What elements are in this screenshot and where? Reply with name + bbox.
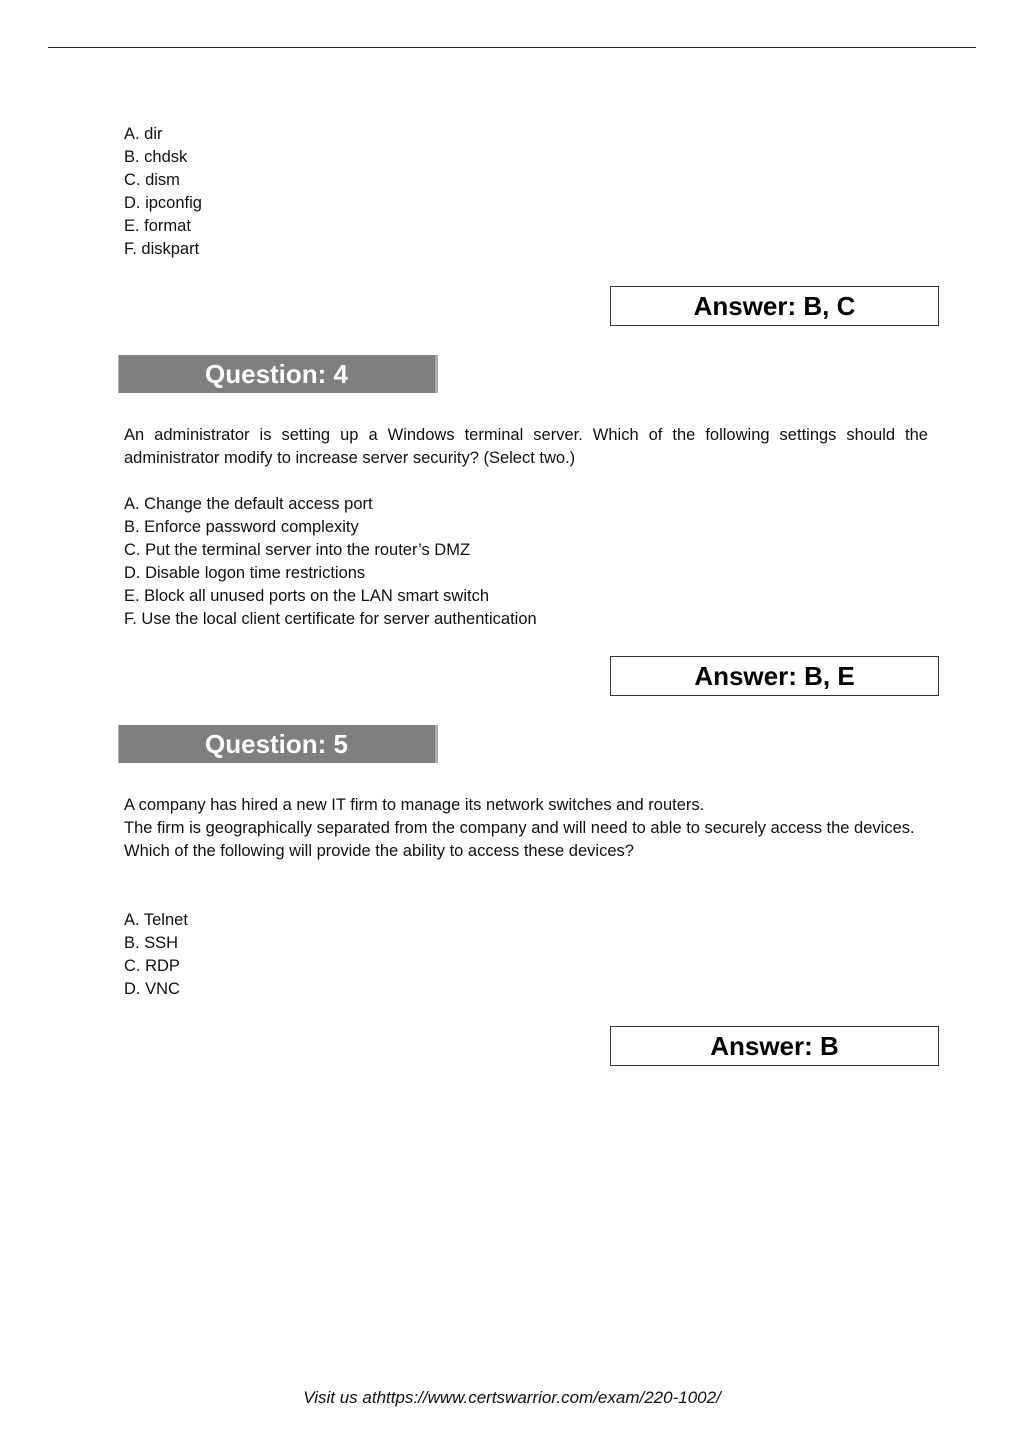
option-item: C. dism <box>124 171 180 190</box>
option-item: D. ipconfig <box>124 194 202 213</box>
question5-title: Question: 5 <box>205 729 349 759</box>
answer-box-q3: Answer: B, C <box>610 286 939 326</box>
question4-text: An administrator is setting up a Windows terminal server. Which of the following settings should the administrator modify to increase server security? (Select two.) <box>124 426 928 468</box>
option-item: D. Disable logon time restrictions <box>124 564 366 583</box>
question5-header <box>118 725 438 763</box>
question5-line2: The firm is geographically separated from the company and will need to able to securely access the devices. <box>124 819 915 838</box>
option-item: E. Block all unused ports on the LAN smart switch <box>124 587 489 606</box>
question4-header <box>118 355 438 393</box>
option-item: A. Change the default access port <box>124 495 373 513</box>
option-item: F. diskpart <box>124 240 200 259</box>
option-item: B. SSH <box>124 934 179 953</box>
question5-options <box>124 909 188 1001</box>
header-rule <box>48 47 976 48</box>
option-item: D. VNC <box>124 980 180 999</box>
option-item: E. format <box>124 217 191 236</box>
answer-box-q4: Answer: B, E <box>610 656 939 696</box>
question3-options <box>124 123 202 262</box>
footer-link[interactable]: Visit us athttps://www.certswarrior.com/exam/220-1002/ <box>303 1388 721 1407</box>
option-item: F. Use the local client certificate for server authentication <box>124 610 537 629</box>
question5-line3: Which of the following will provide the ability to access these devices? <box>124 842 634 861</box>
question5-line1: A company has hired a new IT firm to manage its network switches and routers. <box>124 796 705 814</box>
question5-text <box>124 794 928 863</box>
option-item: B. chdsk <box>124 148 188 167</box>
option-item: B. Enforce password complexity <box>124 518 359 537</box>
option-item: A. Telnet <box>124 911 188 929</box>
option-item: A. dir <box>124 125 163 143</box>
question4-title: Question: 4 <box>205 359 349 389</box>
option-item: C. Put the terminal server into the router’s DMZ <box>124 541 471 560</box>
question4-options <box>124 493 537 632</box>
option-item: C. RDP <box>124 957 180 976</box>
answer-box-q5: Answer: B <box>610 1026 939 1066</box>
